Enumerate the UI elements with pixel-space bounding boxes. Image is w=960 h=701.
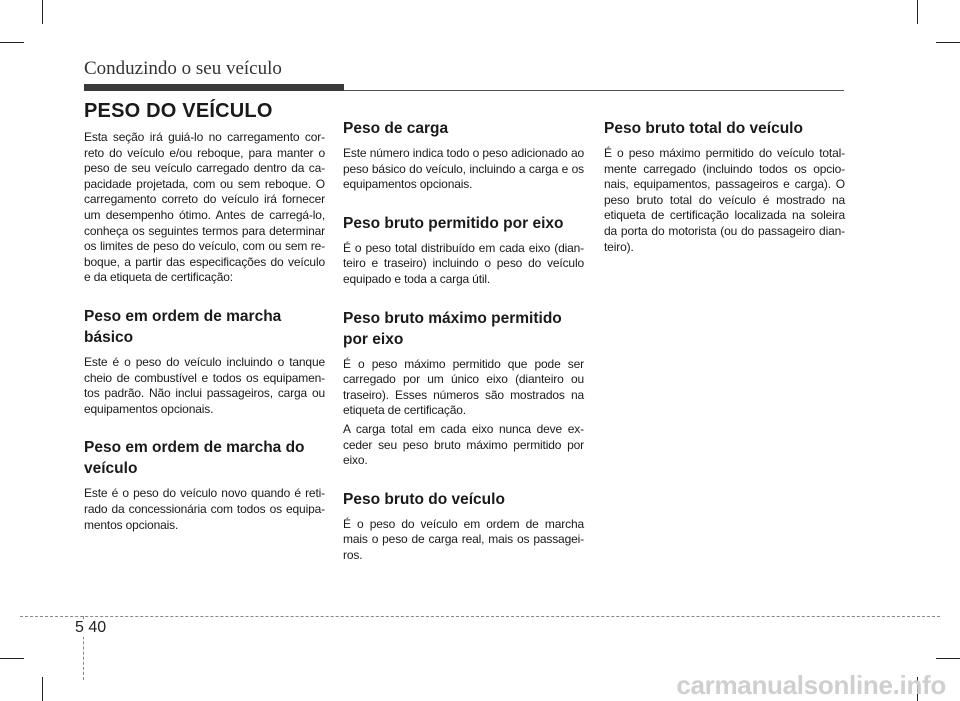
section-title: Peso bruto máximo permitido por eixo [343, 309, 562, 348]
column-3 [604, 118, 845, 255]
crop-mark [42, 677, 43, 701]
section-title: Peso em ordem de marcha básico [84, 307, 282, 346]
section-title: Peso de carga [343, 120, 449, 137]
crop-mark [917, 0, 918, 24]
section-text: Este é o peso do veículo incluindo o tanque cheio de combustível e todos os equipamen- tos padrão. Não inclui passageiros, carga ou equipamentos opcionais. [84, 354, 325, 416]
footer-rule [20, 616, 940, 617]
section-text: Este número indica todo o peso adicionado ao peso básico do veículo, incluindo a carga e os equipamentos opcionais. [343, 146, 584, 192]
crop-mark [936, 658, 960, 659]
section-title: Peso bruto do veículo [343, 490, 505, 508]
section-title: Peso bruto permitido por eixo [343, 214, 564, 232]
crop-mark [936, 42, 960, 43]
section-text: É o peso do veículo em ordem de marcha mais o peso de carga real, mais os passagei- ros. [343, 516, 584, 562]
section-text: Este é o peso do veículo novo quando é reti- rado da concessionária com todos os equipa- mentos opcionais. [84, 486, 325, 532]
crop-mark [0, 42, 24, 43]
crop-mark [0, 658, 24, 659]
section-text: É o peso máximo permitido que pode ser carregado por um único eixo (dianteiro ou traseiro). Esses números são mostrados na etiqueta de certificação. [343, 356, 584, 418]
header-rule-light [344, 90, 844, 91]
section-text: É o peso máximo permitido do veículo total- mente carregado (incluindo todos os opcio- nais, equipamentos, passageiros e carga). O peso bruto total do veículo é mostrado na etiqueta de certificação localizada na soleira da porta do motorista (ou do passageiro dian- teiro). [604, 146, 845, 254]
section-title: Peso bruto total do veículo [604, 120, 803, 137]
page-number: 5 40 [75, 619, 107, 636]
crop-mark [42, 0, 43, 24]
section-title: Peso em ordem de marcha do veículo [84, 439, 305, 478]
section-text: A carga total em cada eixo nunca deve ex- ceder seu peso bruto máximo permitido por eixo. [343, 421, 584, 468]
watermark: carmanualsonline.info [676, 670, 946, 700]
section-text: É o peso total distribuído em cada eixo (dian- teiro e traseiro) incluindo o peso do veículo equipado e toda a carga útil. [343, 240, 584, 286]
chapter-title: Conduzindo o seu veículo [84, 58, 282, 79]
page-heading: PESO DO VEÍCULO [84, 100, 273, 122]
header-rule-dark [84, 84, 344, 91]
intro-paragraph: Esta seção irá guiá-lo no carregamento cor- reto do veículo e/ou reboque, para manter o peso de seu veículo carregado dentro da ca- pacidade projetada, com ou sem reboque. O carregamento correto do veículo irá fornecer um desempenho ótimo. Antes de carregá-lo, conheça os seguintes termos para determinar os limites de peso do veículo, com ou sem re- boque, a partir das especificações do veículo e da etiqueta de certificação: [84, 130, 325, 285]
column-1 [84, 100, 325, 533]
column-2 [343, 118, 584, 564]
